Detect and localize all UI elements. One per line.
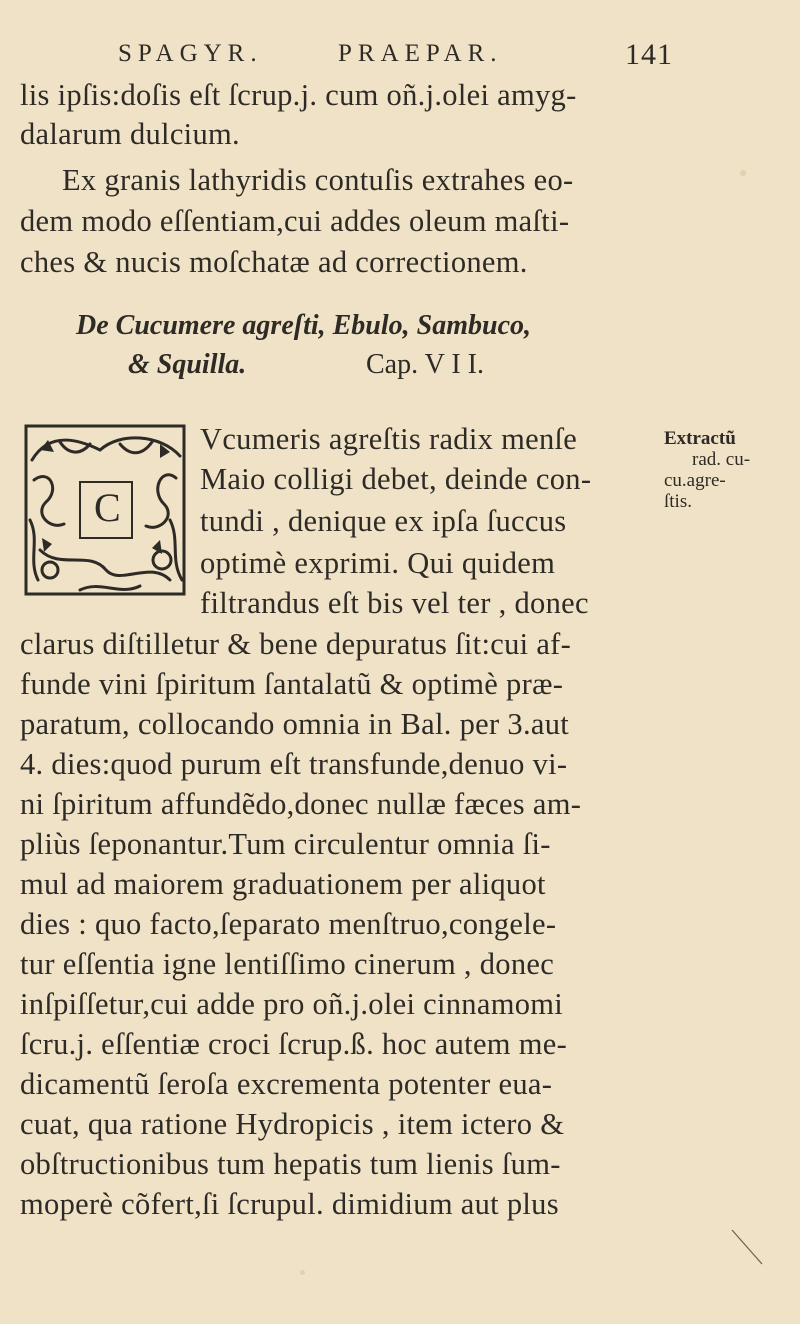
text-line: Vcumeris agreſtis radix menſe	[200, 422, 578, 456]
text-line: Ex granis lathyridis contuſis extrahes eo-	[62, 163, 574, 197]
margin-note	[664, 428, 796, 512]
text-line: lis ipſis:doſis eſt ſcrup.j. cum oñ.j.olei amyg-	[20, 78, 577, 112]
text-line: 4. dies:quod purum eſt transfunde,denuo vi-	[20, 747, 568, 781]
text-line: tur eſſentia igne lentiſſimo cinerum , donec	[20, 947, 555, 981]
text-line: dies : quo facto,ſeparato menſtruo,congele-	[20, 907, 557, 941]
running-head-middle: PRAEPAR.	[338, 40, 503, 67]
paper-spot	[740, 170, 746, 176]
page-number: 141	[625, 38, 673, 71]
chapter-heading-line-2: & Squilla.	[128, 349, 247, 380]
decorated-initial	[20, 420, 190, 608]
text-line: obſtructionibus tum hepatis tum lienis ſum-	[20, 1147, 561, 1181]
paper-spot	[300, 1270, 305, 1275]
text-line: mul ad maiorem graduationem per aliquot	[20, 867, 546, 901]
text-line: ni ſpiritum affundẽdo,donec nullæ fæces am-	[20, 787, 582, 821]
text-line: ches & nucis moſchatæ ad correctionem.	[20, 245, 528, 279]
chapter-heading-line-1: De Cucumere agreſti, Ebulo, Sambuco,	[76, 310, 532, 341]
margin-note-line: rad. cu-	[692, 449, 751, 470]
text-line: dem modo eſſentiam,cui addes oleum maſti-	[20, 204, 570, 238]
margin-note-line: cu.agre-	[664, 470, 726, 491]
text-line: dicamentũ ſeroſa excrementa potenter eua-	[20, 1067, 553, 1101]
text-line: optimè exprimi. Qui quidem	[200, 546, 556, 580]
text-line: inſpiſſetur,cui adde pro oñ.j.olei cinnamomi	[20, 987, 564, 1021]
text-line: filtrandus eſt bis vel ter , donec	[200, 586, 589, 620]
text-line: dalarum dulcium.	[20, 117, 240, 151]
text-line: paratum, collocando omnia in Bal. per 3.aut	[20, 707, 570, 741]
text-line: tundi , denique ex ipſa ſuccus	[200, 504, 567, 538]
text-line: clarus diſtilletur & bene depuratus ſit:cui af-	[20, 627, 572, 661]
text-line: cuat, qua ratione Hydropicis , item ictero &	[20, 1107, 565, 1141]
initial-letter: C	[94, 485, 121, 530]
stray-mark	[728, 1226, 768, 1270]
margin-note-line: Extractũ	[664, 428, 736, 449]
text-line: moperè cõfert,ſi ſcrupul. dimidium aut plus	[20, 1187, 559, 1221]
text-line: funde vini ſpiritum ſantalatũ & optimè præ-	[20, 667, 564, 701]
running-head-left: SPAGYR.	[118, 40, 263, 67]
margin-note-line: ſtis.	[664, 491, 692, 512]
text-line: Maio colligi debet, deinde con-	[200, 462, 592, 496]
running-head	[118, 38, 673, 78]
text-line: pliùs ſeponantur.Tum circulentur omnia ſi-	[20, 827, 551, 861]
text-line: ſcru.j. eſſentiæ croci ſcrup.ß. hoc autem me-	[20, 1027, 568, 1061]
chapter-number: Cap. V I I.	[366, 349, 484, 380]
